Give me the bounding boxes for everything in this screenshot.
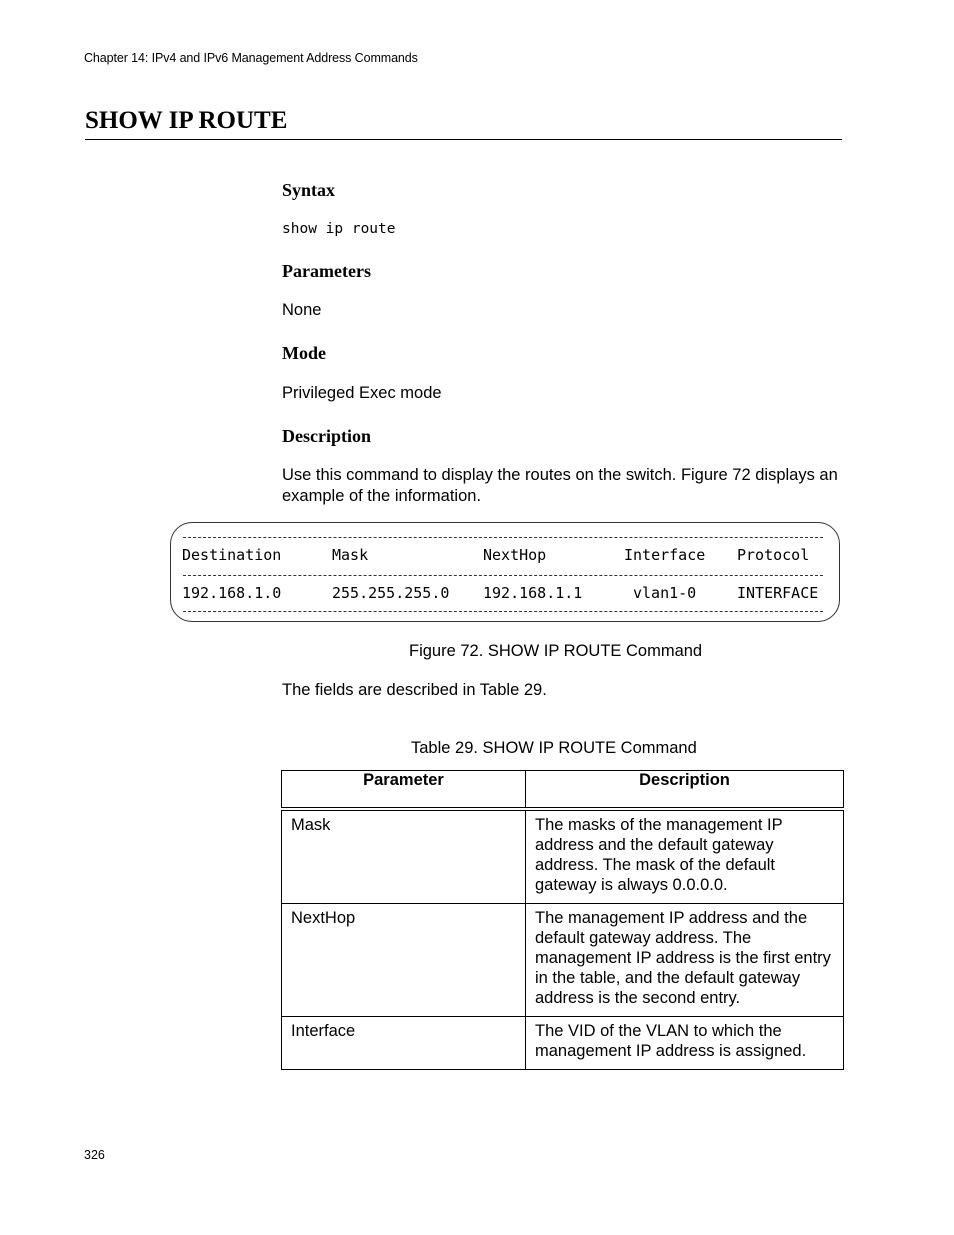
cli-cell-destination: 192.168.1.0 xyxy=(182,584,282,602)
cli-header-nexthop: NextHop xyxy=(483,546,547,564)
table-row xyxy=(282,809,844,904)
table-cell-parameter: Mask xyxy=(282,809,526,904)
cli-header-mask: Mask xyxy=(332,546,369,564)
fields-text: The fields are described in Table 29. xyxy=(282,681,547,699)
syntax-heading: Syntax xyxy=(282,180,336,200)
table-row xyxy=(282,904,844,1017)
table-cell-description: The VID of the VLAN to which the management IP address is assigned. xyxy=(526,1017,844,1070)
cli-header-interface: Interface xyxy=(624,546,706,564)
mode-heading: Mode xyxy=(282,343,326,363)
table-header-parameter: Parameter xyxy=(282,771,526,810)
cli-header-row xyxy=(171,546,839,568)
cli-data-row xyxy=(171,584,839,606)
cli-output-box xyxy=(170,522,840,622)
table-header-description: Description xyxy=(526,771,844,810)
page-title: SHOW IP ROUTE xyxy=(85,106,842,140)
cli-cell-mask: 255.255.255.0 xyxy=(332,584,450,602)
cli-header-destination: Destination xyxy=(182,546,282,564)
syntax-command: show ip route xyxy=(282,221,396,237)
page-number: 326 xyxy=(84,1148,105,1162)
cli-cell-nexthop: 192.168.1.1 xyxy=(483,584,583,602)
cli-header-protocol: Protocol xyxy=(737,546,810,564)
table-caption: Table 29. SHOW IP ROUTE Command xyxy=(411,739,697,757)
dash-divider xyxy=(183,575,823,576)
table-header-row xyxy=(282,771,844,810)
mode-text: Privileged Exec mode xyxy=(282,384,442,402)
table-row xyxy=(282,1017,844,1070)
description-text: Use this command to display the routes on the switch. Figure 72 displays an example of the information. xyxy=(282,466,838,505)
dash-divider xyxy=(183,537,823,538)
dash-divider xyxy=(183,611,823,612)
cli-cell-interface: vlan1-0 xyxy=(633,584,697,602)
description-heading: Description xyxy=(282,426,371,446)
table-cell-description: The masks of the management IP address and the default gateway address. The mask of the default gateway is always 0.0.0.0. xyxy=(526,809,844,904)
running-header: Chapter 14: IPv4 and IPv6 Management Address Commands xyxy=(84,51,418,65)
parameters-heading: Parameters xyxy=(282,261,371,281)
table-cell-parameter: NextHop xyxy=(282,904,526,1017)
table-cell-parameter: Interface xyxy=(282,1017,526,1070)
table-cell-description: The management IP address and the default gateway address. The management IP address is the first entry in the table, and the default gateway address is the second entry. xyxy=(526,904,844,1017)
parameters-table xyxy=(281,770,844,1070)
figure-caption: Figure 72. SHOW IP ROUTE Command xyxy=(409,642,703,660)
cli-cell-protocol: INTERFACE xyxy=(737,584,819,602)
parameters-text: None xyxy=(282,301,322,319)
